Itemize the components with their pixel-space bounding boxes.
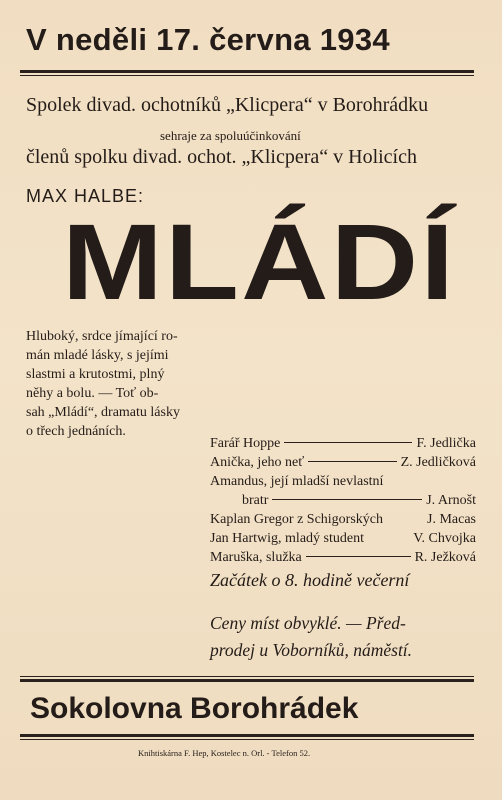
cast-leader-line [272, 499, 422, 500]
cast-role: Farář Hoppe [210, 436, 281, 451]
description-line: sah „Mládí“, dramatu lásky [26, 405, 180, 420]
play-title: MLÁDÍ [62, 201, 457, 322]
cast-leader-line [308, 461, 396, 462]
printer-credit: Knihtiskárna F. Hep, Kostelec n. Orl. - Telefon 52. [138, 748, 311, 758]
cast-leader-line [284, 442, 412, 443]
venue-rule-thick [20, 734, 474, 737]
cast-row [210, 491, 476, 510]
cast-leader-line [306, 556, 411, 557]
ticket-info [210, 610, 412, 664]
prices-line: Ceny míst obvyklé. — Před- [210, 613, 406, 633]
cast-actor: J. Arnošt [426, 493, 476, 508]
description-line: slastmi a krutostmi, plný [26, 367, 165, 382]
description-line: Hluboký, srdce jímající ro- [26, 329, 178, 344]
venue-name: Sokolovna Borohrádek [30, 692, 359, 725]
cast-row [210, 453, 476, 472]
venue-rule-thin [20, 739, 474, 740]
description-line: mán mladé lásky, s jejími [26, 348, 169, 363]
cast-role: Jan Hartwig, mladý student [210, 531, 364, 546]
presale-line: prodej u Voborníků, náměstí. [210, 640, 413, 660]
start-time: Začátek o 8. hodině večerní [210, 570, 410, 590]
cast-row [210, 548, 476, 567]
headline-date: V neděli 17. června 1934 [26, 22, 390, 57]
bottom-rule-thick [20, 679, 474, 682]
organizer-line: Spolek divad. ochotníků „Klicpera“ v Borohrádku [26, 94, 429, 116]
cast-row [210, 434, 476, 453]
cast-list [210, 434, 476, 567]
cast-role: bratr [242, 493, 269, 508]
cast-actor: V. Chvojka [413, 531, 476, 546]
cast-row [210, 472, 476, 491]
cast-role: Anička, jeho neť [210, 455, 305, 470]
description-line: něhy a bolu. — Toť ob- [26, 386, 159, 401]
cast-role: Amandus, její mladší nevlastní [210, 474, 384, 489]
cast-actor: J. Macas [427, 512, 476, 527]
description-line: o třech jednáních. [26, 424, 126, 439]
cooperation-line: sehraje za spoluúčinkování [160, 128, 301, 143]
top-rule-thick [20, 70, 474, 73]
cast-actor: F. Jedlička [416, 436, 476, 451]
author-name: MAX HALBE: [26, 186, 145, 206]
cast-row [210, 510, 476, 529]
top-rule-thin [20, 75, 474, 76]
cast-row [210, 529, 476, 548]
members-line: členů spolku divad. ochot. „Klicpera“ v Holicích [26, 146, 417, 168]
cast-role: Kaplan Gregor z Schigorských [210, 512, 384, 527]
bottom-rule-thin [20, 676, 474, 677]
cast-actor: R. Ježková [414, 550, 476, 565]
cast-actor: Z. Jedličková [400, 455, 476, 470]
cast-role: Maruška, služka [210, 550, 302, 565]
play-description [26, 327, 204, 441]
